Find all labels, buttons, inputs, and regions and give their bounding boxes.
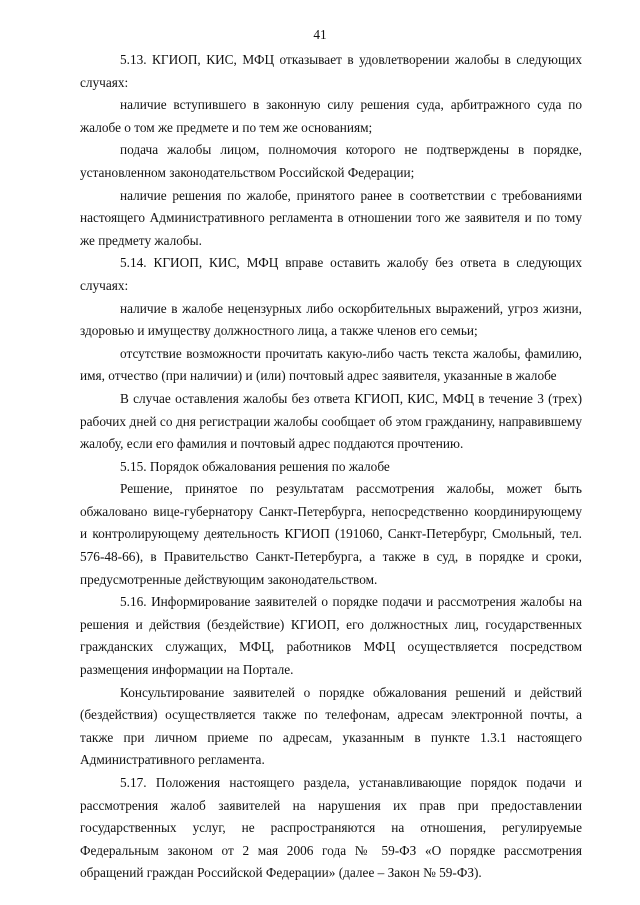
paragraph-5-15-heading: 5.15. Порядок обжалования решения по жалобе bbox=[120, 458, 390, 474]
paragraph-5-14-notice: В случае оставления жалобы без ответа КГИОП, КИС, МФЦ в течение 3 (трех) рабочих дней со дня регистрации жалобы сообщает об этом гражданину, направившему жалобу, если его фамилия и почтовый адрес поддаются прочтению. bbox=[80, 390, 582, 452]
page-number: 41 bbox=[313, 27, 327, 42]
paragraph-5-15-body-start: Решение, принятое по результатам рассмотрения жалобы, может быть обжаловано вице-губернатору Санкт-Петербурга, непосредственно координирующему bbox=[80, 481, 582, 519]
paragraph-5-14-item-1: наличие в жалобе нецензурных либо оскорбительных выражений, угроз жизни, здоровью и имуществу должностного лица, а также членов его семьи; bbox=[80, 300, 582, 339]
paragraph-5-13-item-2: подача жалобы лицом, полномочия которого не подтверждены в порядке, установленном законодательством Российской Федерации; bbox=[80, 142, 582, 180]
paragraph-5-13-item-3: наличие решения по жалобе, принятого ранее в соответствии с требованиями настоящего Административного регламента в отношении того же заявителя и по тому же предмету жалобы. bbox=[80, 187, 582, 248]
paragraph-5-13-item-1: наличие вступившего в законную силу решения суда, арбитражного суда по жалобе о том же предмете и по тем же основаниям; bbox=[80, 97, 582, 135]
paragraph-5-17: 5.17. Положения настоящего раздела, устанавливающие порядок подачи и рассмотрения жалоб заявителей на нарушения их прав при предоставлении государственных услуг, не распространяются на отношения, регулируемые Федеральным законом от 2 мая 2006 года № 59-ФЗ «О порядке рассмотрения обращений граждан Российской Федерации» (далее – Закон № 59-ФЗ). bbox=[80, 775, 582, 881]
document-body bbox=[80, 49, 582, 885]
paragraph-5-14: 5.14. КГИОП, КИС, МФЦ вправе оставить жалобу без ответа в следующих случаях: bbox=[80, 255, 582, 293]
paragraph-5-14-item-2: отсутствие возможности прочитать какую-либо часть текста жалобы, фамилию, имя, отчество (при наличии) и (или) почтовый адрес заявителя, указанные в жалобе bbox=[80, 345, 582, 384]
paragraph-5-13: 5.13. КГИОП, КИС, МФЦ отказывает в удовлетворении жалобы в следующих случаях: bbox=[80, 52, 582, 90]
paragraph-5-15-body-end: и контролирующему деятельность КГИОП (191060, Санкт-Петербург, Смольный, тел. 576-48-66), в Правительство Санкт-Петербурга, а также в суд, в порядке и сроки, предусмотренные действующим законодательством. bbox=[80, 526, 582, 587]
paragraph-5-16: 5.16. Информирование заявителей о порядке подачи и рассмотрения жалобы на решения и действия (бездействие) КГИОП, его должностных лиц, государственных гражданских служащих, МФЦ, работников МФЦ осуществляется посредством размещения информации на Портале. bbox=[80, 594, 582, 678]
paragraph-5-16-consulting: Консультирование заявителей о порядке обжалования решений и действий (бездействия) осуществляется также по телефонам, адресам электронной почты, а также при личном приеме по адресам, указанным в пункте 1.3.1 настоящего Административного регламента. bbox=[80, 684, 582, 768]
